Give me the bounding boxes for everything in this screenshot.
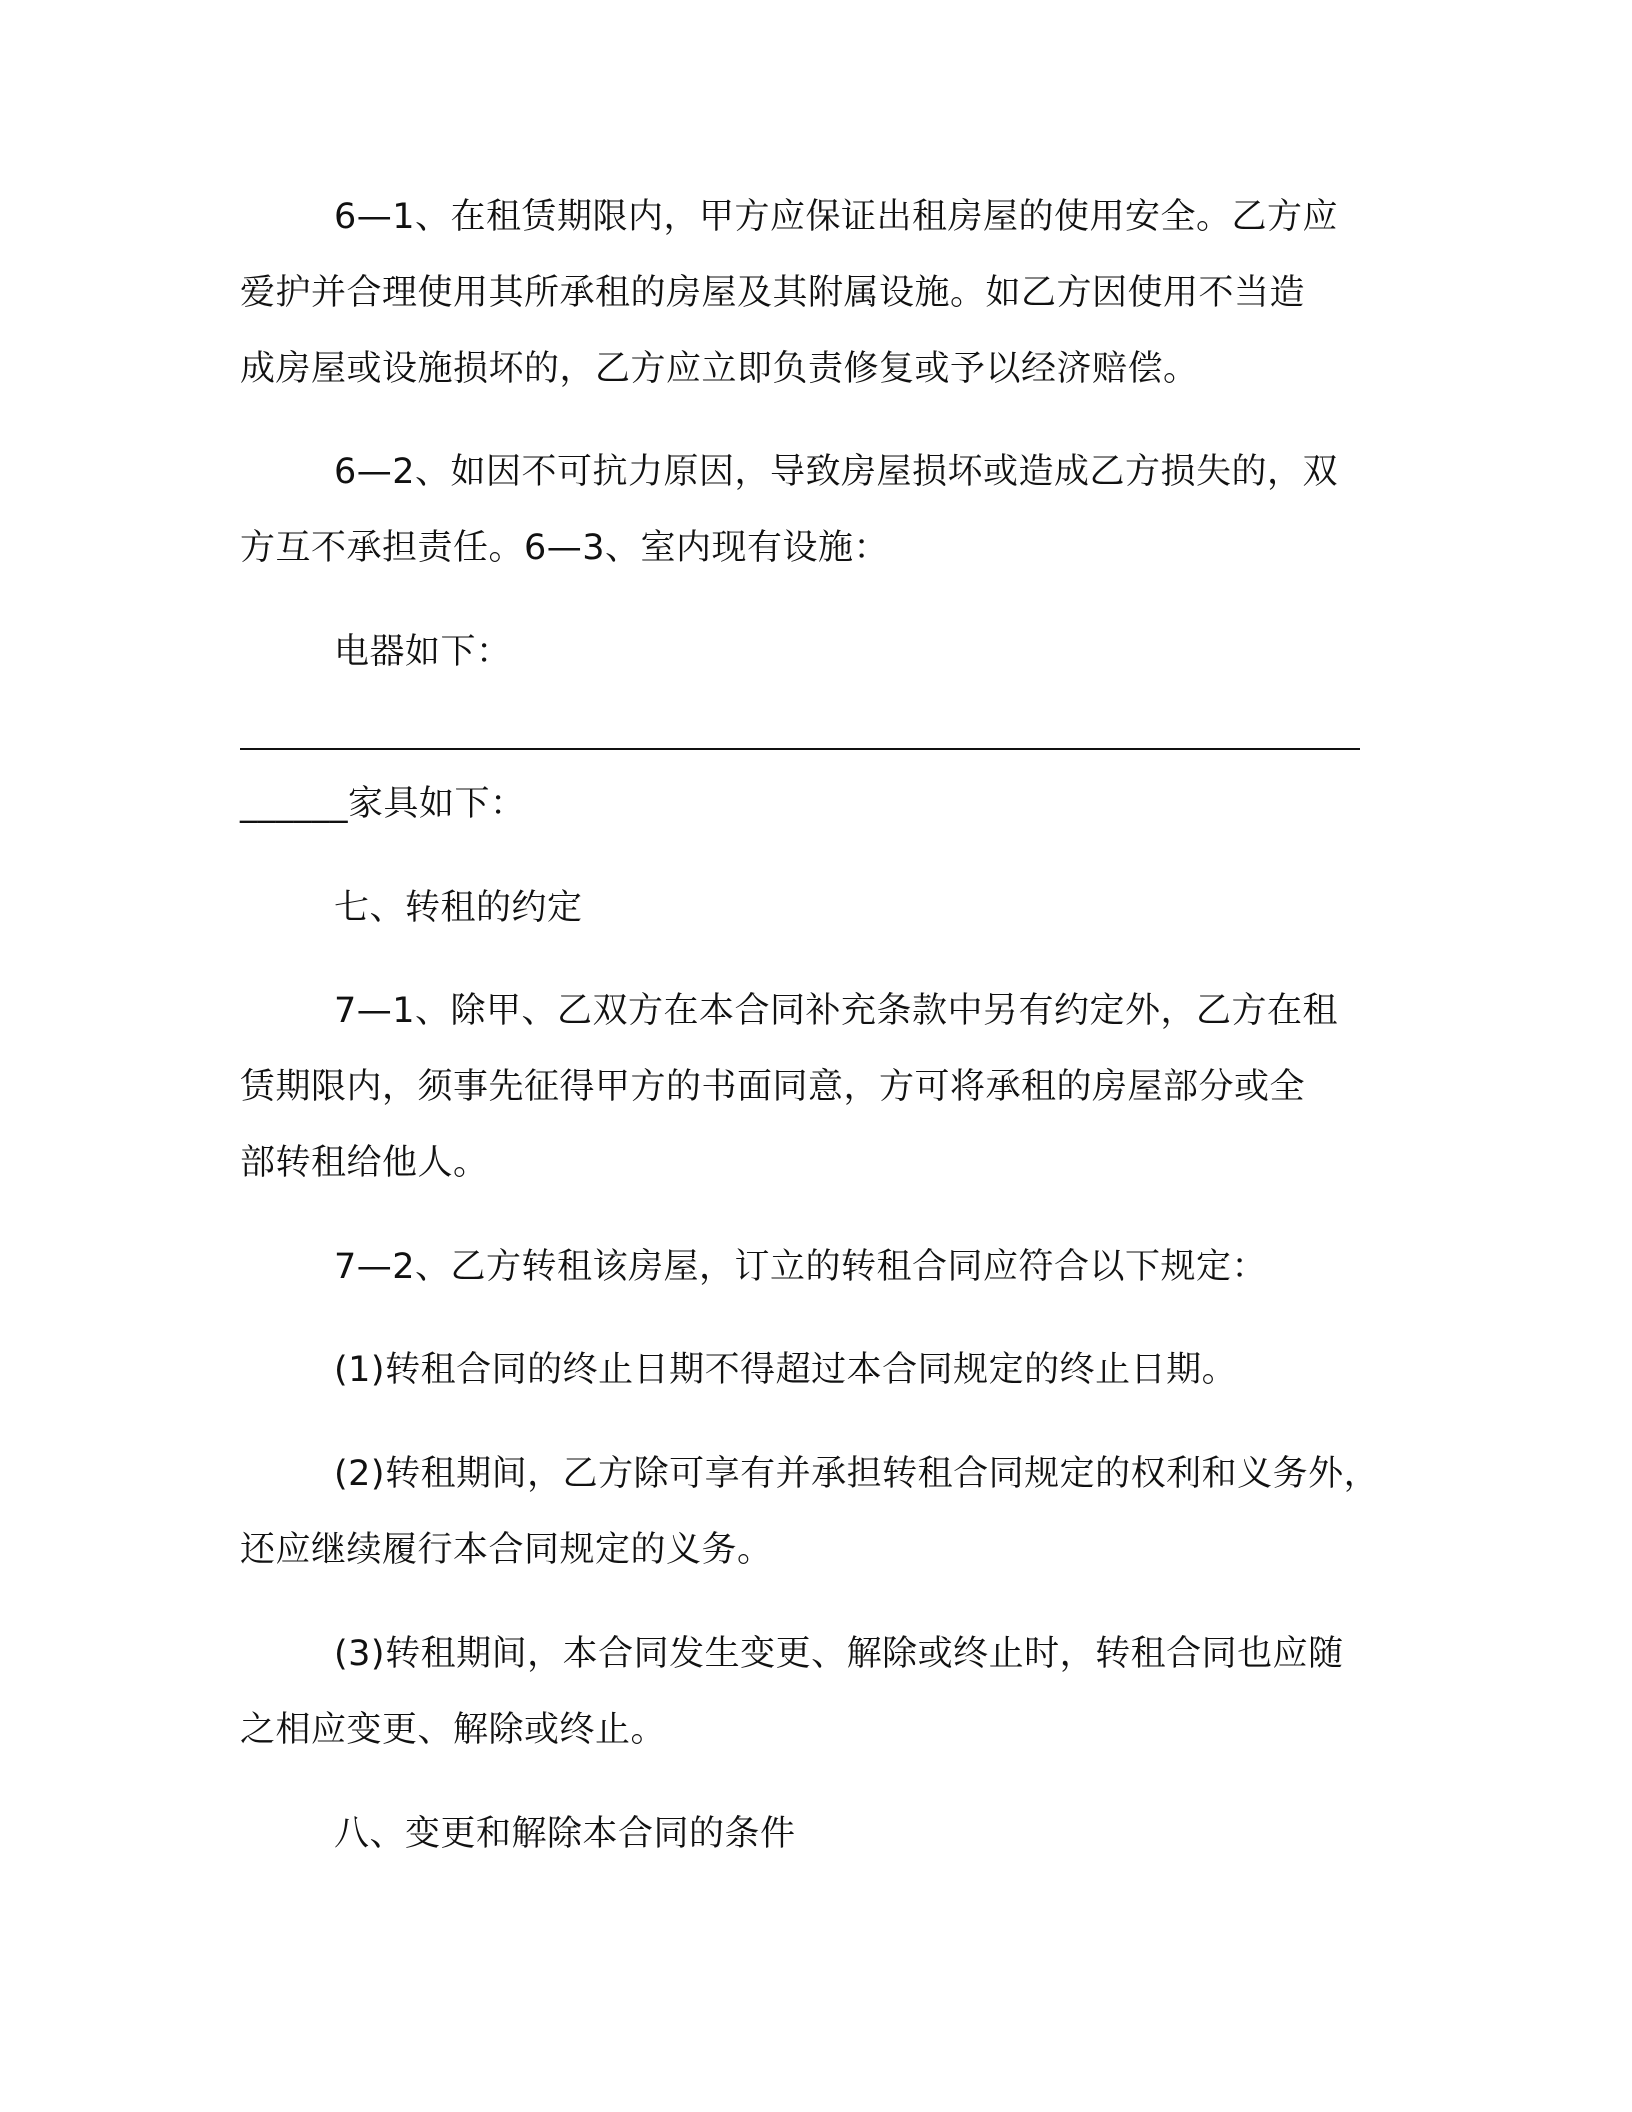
section-8-heading: 八、变更和解除本合同的条件 xyxy=(334,1814,796,1854)
clause-6-1-line-1: 6—1、在租赁期限内，甲方应保证出租房屋的使用安全。乙方应 xyxy=(334,197,1339,237)
sublease-rule-1: (1)转租合同的终止日期不得超过本合同规定的终止日期。 xyxy=(334,1350,1238,1390)
section-7-heading: 七、转租的约定 xyxy=(334,888,583,928)
appliances-label: 电器如下： xyxy=(334,632,512,672)
clause-7-1-line-3: 部转租给他人。 xyxy=(240,1143,489,1183)
clause-6-2-line-2: 方互不承担责任。6—3、室内现有设施： xyxy=(240,528,890,568)
clause-7-1-line-1: 7—1、除甲、乙双方在本合同补充条款中另有约定外，乙方在租 xyxy=(334,991,1339,1031)
clause-7-1-line-2: 赁期限内，须事先征得甲方的书面同意，方可将承租的房屋部分或全 xyxy=(240,1067,1306,1107)
clause-7-2: 7—2、乙方转租该房屋，订立的转租合同应符合以下规定： xyxy=(334,1247,1268,1287)
clause-6-2-line-1: 6—2、如因不可抗力原因，导致房屋损坏或造成乙方损失的，双 xyxy=(334,452,1339,492)
sublease-rule-3-line-1: (3)转租期间，本合同发生变更、解除或终止时，转租合同也应随 xyxy=(334,1634,1344,1674)
sublease-rule-3-line-2: 之相应变更、解除或终止。 xyxy=(240,1710,667,1750)
fill-in-blank-line xyxy=(240,748,1360,750)
sublease-rule-2-line-1: (2)转租期间，乙方除可享有并承担转租合同规定的权利和义务外， xyxy=(334,1454,1380,1494)
sublease-rule-2-line-2: 还应继续履行本合同规定的义务。 xyxy=(240,1530,773,1570)
furniture-label: ______家具如下： xyxy=(240,784,526,824)
clause-6-1-line-3: 成房屋或设施损坏的，乙方应立即负责修复或予以经济赔偿。 xyxy=(240,349,1199,389)
clause-6-1-line-2: 爱护并合理使用其所承租的房屋及其附属设施。如乙方因使用不当造 xyxy=(240,273,1306,313)
